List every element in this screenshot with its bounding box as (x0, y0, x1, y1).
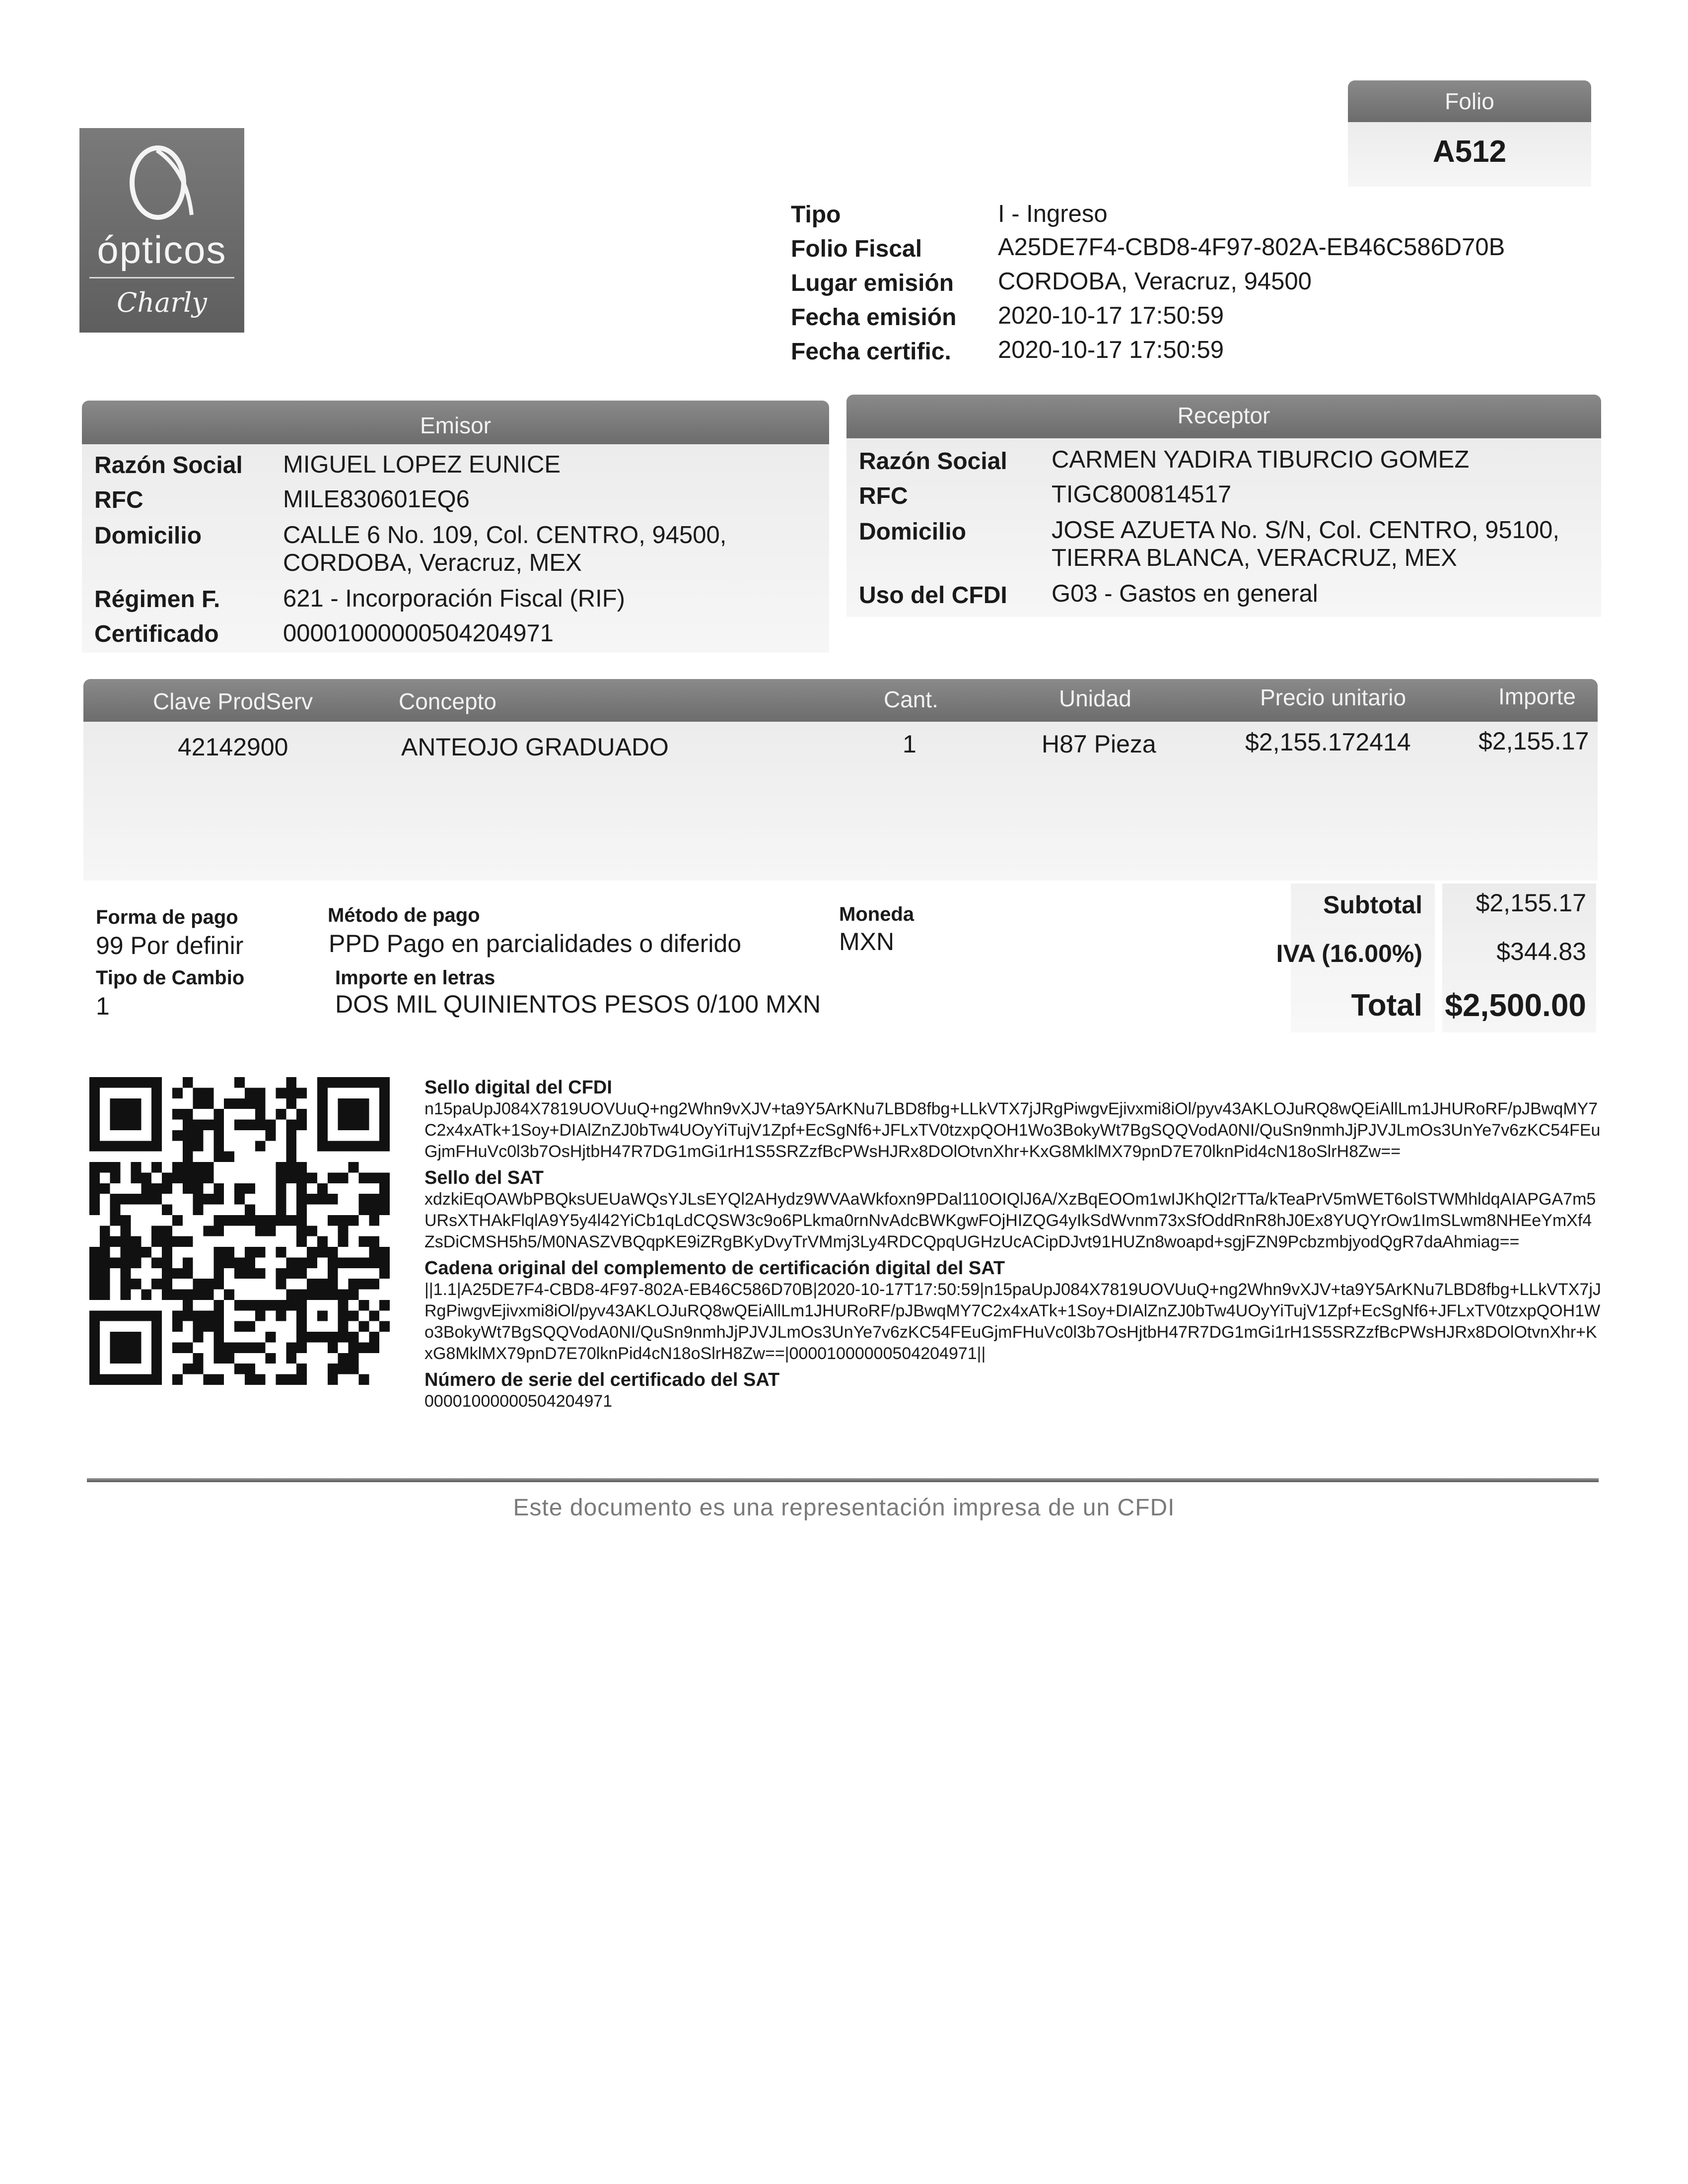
fecha-emision-value: 2020-10-17 17:50:59 (998, 302, 1224, 329)
sello-sat-value: xdzkiEqOAWbPBQksUEUaWQsYJLsEYQl2AHydz9WVAaWkfoxn9PDal110OIQlJ6A/XzBqEOOm1wIJKhQl2rTTa/kTeaPrV5mWET6olSTWMhldqAIAPGA7m5URsXTHAkFlqlA9Y5y4l42YiCb1qLdCQSW3c9o6PLkma0rnNvAdcBWKgwFOjHIZQG4yIkSdWvnm73xSfOddRnR8hJ0Ex8YUQYrOw1ImSLwm8NHEeYmXf4ZsDiCMSH5h5/M0NASZVBQqpKE9iZRgBKyDvyTrVMmj3Ly4RDCQpqUGHzUcACipDJvt91HUZn8woapd+sgjFZN9PcbzmbjyodQgR7daAhmiag== (424, 1190, 1596, 1251)
tipo-label: Tipo (791, 202, 841, 228)
lugar-emision-value: CORDOBA, Veracruz, 94500 (998, 268, 1312, 295)
logo-divider (89, 277, 234, 278)
footer-note: Este documento es una representación impresa de un CFDI (513, 1495, 1175, 1521)
total-value: $2,500.00 (1445, 987, 1586, 1023)
emisor-rfc-value: MILE830601EQ6 (283, 486, 470, 513)
emisor-domicilio-label: Domicilio (94, 523, 202, 549)
row-cant: 1 (903, 730, 916, 758)
fecha-emision-label: Fecha emisión (791, 304, 957, 331)
col-clave-header: Clave ProdServ (153, 688, 313, 714)
table-row (83, 722, 1598, 771)
folio-header: Folio (1348, 80, 1591, 122)
folio-fiscal-label: Folio Fiscal (791, 236, 922, 262)
seals-block (424, 1077, 1601, 1412)
emisor-certificado-label: Certificado (94, 621, 219, 647)
receptor-header: Receptor (846, 395, 1601, 438)
fecha-certific-label: Fecha certific. (791, 339, 951, 365)
tipo-cambio-label: Tipo de Cambio (96, 967, 245, 989)
lugar-emision-label: Lugar emisión (791, 270, 954, 296)
receptor-domicilio-label: Domicilio (859, 519, 967, 545)
metodo-pago-label: Método de pago (328, 904, 480, 926)
metodo-pago-value: PPD Pago en parcialidades o diferido (329, 930, 742, 957)
serie-label: Número de serie del certificado del SAT (424, 1369, 780, 1390)
col-concepto-header: Concepto (399, 688, 496, 714)
receptor-domicilio-line1: JOSE AZUETA No. S/N, Col. CENTRO, 95100, (1052, 517, 1559, 544)
moneda-label: Moneda (839, 903, 914, 925)
emisor-rfc-label: RFC (94, 487, 143, 513)
importe-letras-label: Importe en letras (335, 967, 495, 989)
logo-script-text: Charly (117, 287, 207, 318)
receptor-uso-value: G03 - Gastos en general (1052, 580, 1318, 607)
col-precio-header: Precio unitario (1260, 684, 1407, 710)
emisor-regimen-value: 621 - Incorporación Fiscal (RIF) (283, 585, 625, 612)
sello-cfdi-label: Sello digital del CFDI (424, 1077, 612, 1098)
receptor-razon-value: CARMEN YADIRA TIBURCIO GOMEZ (1052, 446, 1470, 473)
row-concepto: ANTEOJO GRADUADO (401, 733, 669, 761)
forma-pago-value: 99 Por definir (96, 932, 244, 959)
sello-sat-label: Sello del SAT (424, 1167, 544, 1188)
items-table-header (83, 679, 1598, 722)
emisor-regimen-label: Régimen F. (94, 586, 220, 613)
tipo-cambio-value: 1 (96, 992, 110, 1020)
receptor-rfc-label: RFC (859, 483, 908, 509)
row-importe: $2,155.17 (1478, 727, 1589, 755)
emisor-certificado-value: 00001000000504204971 (283, 620, 554, 647)
folio-fiscal-value: A25DE7F4-CBD8-4F97-802A-EB46C586D70B (998, 234, 1505, 261)
cadena-label: Cadena original del complemento de certificación digital del SAT (424, 1258, 1005, 1279)
subtotal-value: $2,155.17 (1476, 889, 1586, 917)
row-precio: $2,155.172414 (1245, 728, 1411, 756)
cadena-value: ||1.1|A25DE7F4-CBD8-4F97-802A-EB46C586D70B|2020-10-17T17:50:59|n15paUpJ084X7819UOVUuQ+ng2Whn9vXJV+ta9Y5ArKNu7LBD8fbg+LLkVTX7jJRgPiwgvEjivxmi8iOl/pyv43AKLOJuRQ8wQEiAllLm1JHURoRF/pJBwqMY7C2x4xATk+1Soy+DIAlZnZJ0bTw4UOyYiTujV1Zpf+EcSgNf6+JFLxTV0tzxpQOH1Wo3BokyWt7BgSQQVodA0NI/QuSn9nmhJjPJVJLmOs3UnYe7v6zKC54FEuGjmFHuVc0l3b7OsHjtbH47R7DG1mGi1rH1S5SRZzfBcPWsHJRx8DOlOtvnXhr+KxG8MklMX79pnD7E70lknPid4cN18oSlrH8Zw==|00001000000504204971|| (424, 1280, 1601, 1363)
receptor-uso-label: Uso del CFDI (859, 582, 1007, 609)
company-logo (79, 128, 244, 333)
qr-code (89, 1077, 390, 1385)
emisor-domicilio-line2: CORDOBA, Veracruz, MEX (283, 549, 582, 576)
moneda-value: MXN (839, 928, 895, 956)
logo-emblem-icon (122, 140, 202, 225)
receptor-razon-label: Razón Social (859, 448, 1007, 475)
col-cant-header: Cant. (884, 686, 938, 712)
emisor-razon-value: MIGUEL LOPEZ EUNICE (283, 451, 561, 478)
col-unidad-header: Unidad (1059, 685, 1131, 711)
row-clave: 42142900 (178, 733, 288, 761)
logo-brand-text: ópticos (97, 228, 227, 272)
subtotal-label: Subtotal (1323, 891, 1422, 919)
receptor-domicilio-line2: TIERRA BLANCA, VERACRUZ, MEX (1052, 545, 1457, 571)
emisor-razon-label: Razón Social (94, 452, 243, 478)
emisor-header: Emisor (82, 401, 829, 444)
total-label: Total (1351, 988, 1422, 1023)
tipo-value: I - Ingreso (998, 201, 1108, 227)
emisor-domicilio-line1: CALLE 6 No. 109, Col. CENTRO, 94500, (283, 522, 727, 548)
col-importe-header: Importe (1498, 683, 1576, 709)
forma-pago-label: Forma de pago (96, 906, 238, 928)
serie-value: 00001000000504204971 (424, 1392, 613, 1411)
row-unidad: H87 Pieza (1042, 730, 1156, 758)
fecha-certific-value: 2020-10-17 17:50:59 (998, 337, 1224, 363)
qr-code-icon (89, 1077, 390, 1385)
importe-letras-value: DOS MIL QUINIENTOS PESOS 0/100 MXN (335, 990, 821, 1018)
sello-cfdi-value: n15paUpJ084X7819UOVUuQ+ng2Whn9vXJV+ta9Y5ArKNu7LBD8fbg+LLkVTX7jJRgPiwgvEjivxmi8iOl/pyv43AKLOJuRQ8wQEiAllLm1JHURoRF/pJBwqMY7C2x4xATk+1Soy+DIAlZnZJ0bTw4UOyYiTujV1Zpf+EcSgNf6+JFLxTV0tzxpQOH1Wo3BokyWt7BgSQQVodA0NI/QuSn9nmhJjPJVJLmOs3UnYe7v6zKC54FEuGjmFHuVc0l3b7OsHjtbH47R7DG1mGi1rH1S5SRZzfBcPWsHJRx8DOlOtvnXhr+KxG8MklMX79pnD7E70lknPid4cN18oSlrH8Zw== (424, 1099, 1601, 1161)
folio-value: A512 (1432, 135, 1507, 169)
iva-value: $344.83 (1496, 938, 1586, 965)
receptor-rfc-value: TIGC800814517 (1052, 481, 1232, 508)
iva-label: IVA (16.00%) (1276, 940, 1422, 967)
footer-divider (87, 1478, 1599, 1482)
